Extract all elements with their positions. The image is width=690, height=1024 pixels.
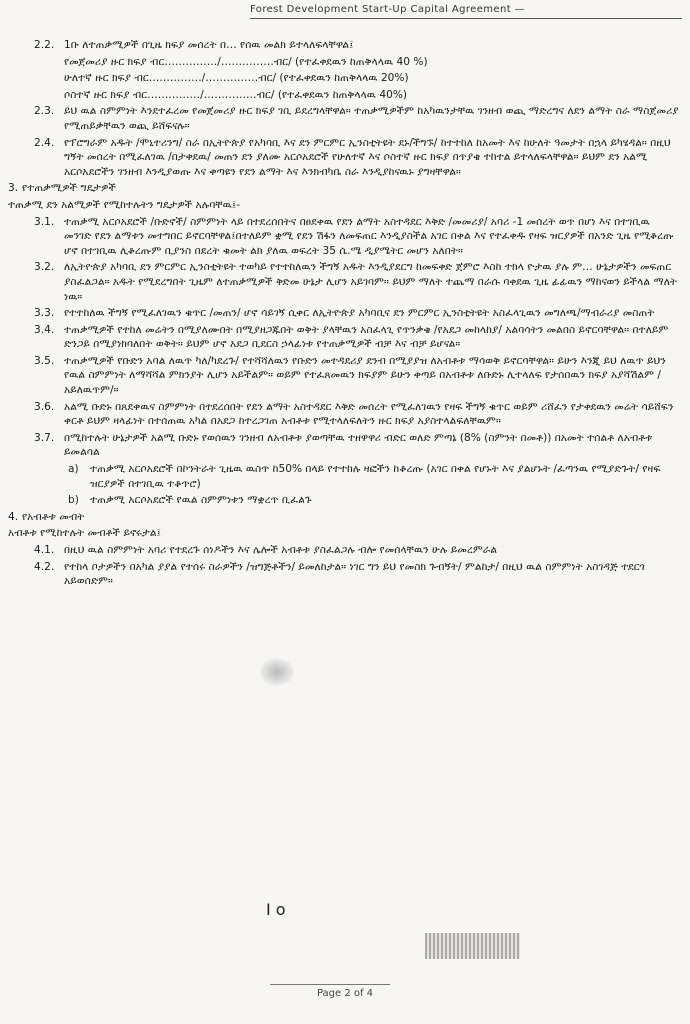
clause-4 [8, 104, 680, 133]
clause-number: 3.1. [34, 215, 55, 228]
clause-text: ተጠቃሚ ደን አልሚዎች የሚከተሉትን ግዴታዎች አሉባቸዉ፤- [8, 198, 241, 211]
clause-text: የአብቶቱ መብት [22, 510, 85, 523]
clause-11 [8, 323, 680, 352]
clause-text: ተጠቃሚ አርሶአደሮች የዉል ስምምነቱን ማቋረጥ ቢፈልጉ [90, 494, 312, 507]
clause-16 [8, 493, 680, 508]
clause-text: በዚህ ዉል ስምምነት አባሪ የተደረጉ ሰነዶችን እና ሌሎች አብቶቱ ያስፈልጋሉ ብሎ የመሰላቸዉን ሁሉ ይመረምራል [64, 544, 498, 556]
clause-text: ተጠቃሚ አርሶአደሮች በኮንትራት ጊዜዉ ዉስጥ ከ50% በላይ የተተከሉ ዛፎችን ከቆረጡ (አገር በቀል የሆኑት እና ያልሆኑት /ፈጣንዉ የሚያድጉት/ የዛፍ ዝርያዎች በተገቢዉ ተቆጥሮ) [90, 463, 661, 490]
clause-17 [8, 510, 680, 525]
clause-number: 3.6. [34, 400, 55, 413]
clause-number: 4.2. [34, 560, 55, 573]
clause-number: 3.2. [34, 261, 55, 274]
page-number: Page 2 of 4 [316, 988, 374, 999]
clause-text: አብቶቱ የሚከተሉት መብቶች ይኖሩታል፤ [8, 527, 161, 540]
handwritten-marks: I o [266, 900, 286, 919]
clause-text: የተከላ ቦታዎችን በአካል ያያል የተሰሩ ስራዎችን /ዝግጅቶችን/ ይመለከታል። ነገር ግን ይህ የመስክ ጉብኝት/ ምልከታ/ በዚህ ዉል ስምምነት አስገዳጅ ተደርጎ አይወሰድም። [64, 560, 645, 588]
clause-number: 3.4. [34, 323, 55, 336]
clause-13 [8, 400, 680, 429]
clause-20 [8, 560, 680, 589]
clause-9 [8, 260, 680, 304]
clause-2 [8, 71, 680, 86]
clause-15 [8, 462, 680, 491]
clause-number: 4.1. [34, 544, 55, 556]
clause-text: ሁለተኛ ዙር ክፍያ ብር……………/……………ብር/ (የተፈቀደዉን ከጠቅላላዉ 20%) [64, 72, 409, 85]
stamp-mark [425, 933, 520, 959]
clause-6 [8, 181, 680, 196]
clause-3 [8, 88, 680, 103]
clause-number: 2.2. [34, 39, 55, 51]
clause-text: 1ቡ ለተጠቃሚዎች በጊዜ ክፍያ መሰረት በ… የሰዉ መልክ ይተላለፍላቸዋል፤ [64, 39, 354, 51]
clause-number: 3.3. [34, 307, 55, 320]
ink-smudge [260, 658, 294, 686]
clause-text: የፕሮግራም አዱት /ሞኒተሪንግ/ ስራ በኢትዮጵያ የአካባቢ እና ደን ምርምር ኢንስቲትዩት ደኑ/ችግኙ/ ከተተከለ ከአመት እና ከሁለት ዓመታት በኋላ ይካሄዳል። በዚህ ግኝት መሰረት በሚፈለገዉ /በታቀደዉ/ መጠን ደን ያለሙ አርሶአደሮች የሁለተኛ እና ሶስተኛ ዙር ክፍያ በጥያቄ ተከተል ይተላለፍላቸዋል። ይህም ደን አልሚ አርሶአደሮችን ገንዘብ እንዲያወጡ እና ቀጣዩን የደን ልማት እና እንክብካቤ ስራ እንዲያከናዉኑ ያግዛቸዋል። [64, 136, 671, 178]
clause-1 [8, 55, 680, 70]
clause-text: ለኢትዮጵያ አካባቢ ደን ምርምር ኢንስቲትዩት ተወካይ የተተከለዉን ችግኝ አዱት እንዲያደርግ ከመፍቀድ ጀምሮ እስከ ተክላ ዮታዉ ያሉ ም… ሁኔታዎችን መፍጠር ያስፈልጋል። አዱት የሚደረግበት ጊዜም ለተጠቃሚዎች ቅድመ ሁኔታ ሊሆን አይገባም። ይህም ማለት ተጨማ በራሱ ባቀደዉ ጊዜ ፊፊዉን ማከናወን ይችላል ማለት ነዉ። [64, 261, 678, 303]
clause-number: 4. [8, 510, 19, 523]
clause-18 [8, 526, 680, 541]
clause-10 [8, 306, 680, 321]
clause-14 [8, 431, 680, 460]
document-body [8, 38, 680, 591]
clause-number: 2.4. [34, 136, 55, 149]
page-header: Forest Development Start-Up Capital Agreement — [250, 4, 526, 15]
clause-text: የተተከለዉ ችግኝ የሚፈለገዉን ቁጥር /መጠን/ ሆኖ ሳይገኝ ሲቀር ለኢትዮጵያ አካባቢና ደን ምርምር ኢንስቲትዩት አስፈላጊዉን መግለጫ/ማብራሪያ መስጠት [64, 307, 655, 320]
clause-text: ተጠቃሚ አርሶአደሮች /ቡድኖች/ ስምምነት ላይ በተደረሰበትና በፀደቀዉ የደን ልማት አስተዳደር እቅድ /መመሪያ/ አባሪ -1 መሰረት ወጥ በሆነ እና በተገቢዉ መንገድ የደን ልማቱን መተግበር ይኖርባቸዋል፤በተለይም ቋሚ የደን ሽፋን ለመፍጠር እንዲያስችል አገር በቀል እና የተፈቀዱ የዛፍ ዝርያዎች በአንድ ጊዜ የሚቆረጡ ሆኖ በተገቢዉ ሊቆረጡም ቢያንስ በደረት ቁመት ልክ ያለዉ ወፍረት 35 ሴ.ሜ ዲያሜትር መሆን አለበት። [64, 215, 674, 257]
clause-number: b) [68, 494, 79, 507]
footer-rule [270, 984, 390, 985]
clause-text: በሚከተሉት ሁኔታዎች አልሚ ቡድኑ የወሰዉን ገንዘብ ለአብቶቱ ያወጣቸዉ ተዘዋዋሪ ብድር ወለድ ምጣኔ (8% (ስምንት በመቶ)) በአመት ተሰልቶ ለአብቶቱ ይመልሳል [64, 431, 653, 459]
clause-text: ተጠቃሚዎች የተከለ መሬትን በሚያለሙበት በሚያዘጋጁበት ወቅት ያላቸዉን አስፈላጊ የጥንቃቄ /የአደጋ መከላከያ/ አልባሳትን መልበስ ይኖርባቸዋል። በተለይም ድንጋይ በሚያነክባለበት ወቅት። ይህም ሆኖ አደጋ ቢደርስ ኃላፊነቱ የተጠቃሚዎች ብቻ እና ብቻ ይሆናል። [64, 323, 669, 351]
clause-19 [8, 543, 680, 558]
clause-12 [8, 354, 680, 398]
clause-0 [8, 38, 680, 53]
clause-number: 3.5. [34, 354, 55, 367]
clause-7 [8, 198, 680, 213]
clause-text: አልሚ ቡድኑ በጸደቀዉና ስምምነት በተደረሰበት የደን ልማት አስተዳደር እቅድ መሰረት የሚፈለገዉን የዛፍ ችግኝ ቁጥር ወይም ሪሸፈን የታቀደዉን መሬት ሳይሸፍን ቀርቶ ይህም ዛላፊነት በተሰጠዉ አካል በአደጋ ከተረጋገጠ አብቶቱ የሚተላለፍለትን ዙር ክፍያ አያስተላልፍለቸዉም። [64, 400, 674, 428]
header-rule [250, 18, 682, 19]
clause-text: የመጀመሪያ ዙር ክፍያ ብር……………/……………ብር/ (የተፈቀደዉን ከጠቅላላዉ 40 %) [64, 55, 428, 68]
clause-text: የተጠቃሚዎች ግዴታዎች [22, 182, 116, 195]
clause-5 [8, 136, 680, 180]
clause-text: ሶስተኛ ዙር ክፍያ ብር……………/……………ብር/ (የተፈቀደዉን ከጠቅላላዉ 40%) [64, 88, 408, 101]
clause-text: ይህ ዉል ስምምነት እንደተፈረመ የመጀመሪያ ዙር ክፍያ ገቢ ይደረግላቸዋል። ተጠቃሚዎችም ከአካዉንታቸዉ ገንዘብ ወጪ ማድረግና ለደን ልማት ስራ ማስጀመሪያ የሚጠይቃቸዉን ወጪ ይሸፍናሉ። [64, 105, 679, 132]
clause-number: 2.3. [34, 105, 55, 118]
clause-number: a) [68, 463, 79, 476]
clause-8 [8, 215, 680, 259]
clause-number: 3.7. [34, 431, 55, 444]
clause-text: ተጠቃሚዎች የቡድን አባል ለዉጥ ካለ/ካደረጉ/ የተሻሻለዉን የቡድን መተዳደሪያ ደንብ በሚያያዝ ለአብቶቱ ማሳወቅ ይኖርባቸዋል። ይሁን እንጂ ይህ ለዉጥ ይህን የዉል ስምምነት ለማሻሻል ምክንያት ሊሆን አይችልም። ወይም የተፈጸመዉን ክፍያም ይሁን ቀጣይ በአብቶቱ ለቡድኑ ሊተላለፍ የታሰበዉን ክፍያ አያሻሽልም /አይለዉጥም/። [64, 354, 666, 397]
clause-number: 3. [8, 182, 19, 195]
